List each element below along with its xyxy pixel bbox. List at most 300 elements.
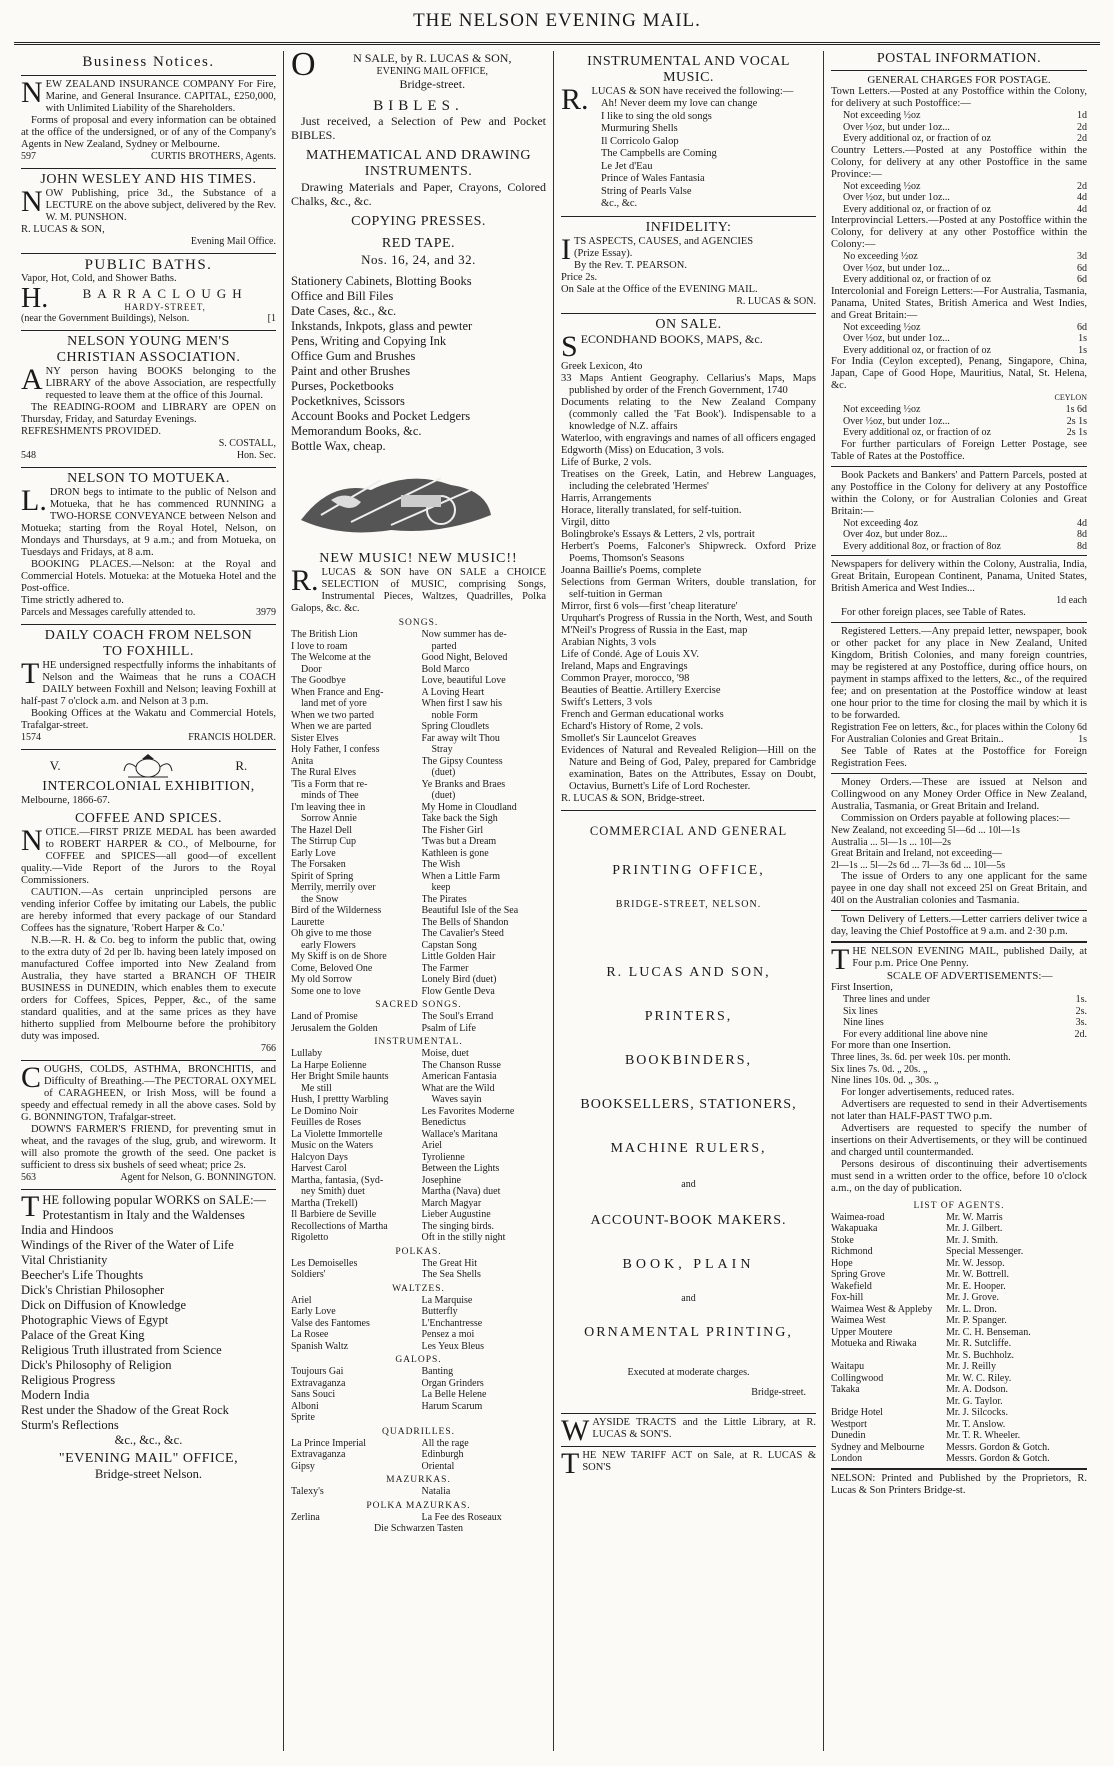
- list-item: Far away wilt Thou: [421, 732, 500, 744]
- list-item: Dick on Diffusion of Knowledge: [21, 1298, 187, 1312]
- ad-subheading: Nos. 16, 24, and 32.: [361, 252, 476, 267]
- section-heading: MAZURKAS.: [386, 1475, 451, 1485]
- column-4: [824, 51, 1094, 1751]
- list-item: La Harpe Eolienne: [291, 1059, 367, 1071]
- list-item: noble Form: [431, 709, 478, 721]
- service-line: ORNAMENTAL PRINTING,: [584, 1324, 793, 1340]
- list-item: Psalm of Life: [421, 1022, 476, 1034]
- agent-place: Hope: [831, 1257, 853, 1269]
- rate-row: [831, 333, 1087, 345]
- galops-right: [422, 1366, 547, 1424]
- postal-text: Newspapers for delivery within the Colony, Australia, India, Great Britain, European Continent, Panama, United States, British America and West Indies...: [831, 559, 1087, 594]
- rate-value: 3d: [1077, 251, 1087, 262]
- list-item: Paint and other Brushes: [291, 364, 411, 378]
- book-item: Harris, Arrangements: [561, 492, 652, 504]
- india-rates: [831, 404, 1087, 439]
- ad-number: 1574: [21, 732, 41, 743]
- rate-row: [831, 541, 1087, 553]
- rate-label: Nine lines: [843, 1017, 884, 1028]
- ad-heading: TO FOXHILL.: [103, 644, 194, 659]
- book-item: Urquhart's Progress of Russia in the North, West, and South: [561, 612, 813, 624]
- rate-row: [831, 427, 1087, 439]
- list-item: Harum Scarum: [421, 1400, 483, 1412]
- rate-row: [831, 404, 1087, 416]
- list-item: La Prince Imperial: [291, 1437, 366, 1449]
- rate-row: [831, 192, 1087, 204]
- list-item: Spirit of Spring: [291, 870, 354, 882]
- ad-text: OTICE.—FIRST PRIZE MEDAL has been awarded to ROBERT HARPER & CO., of Melbourne, for COFFEE and SPICES—all good—of excellent quality.—Vide Report of the Jurors to the Royal Commissioners.: [21, 827, 276, 886]
- book-item: M'Neil's Progress of Russia in the East, map: [561, 624, 748, 636]
- ad-text: DRON begs to intimate to the public of Nelson and Motueka, that he has commenced RUNNING a TWO-HORSE CONVEYANCE between Nelson and Motueka; starting from the Royal Hotel, Nelson, on Mondays and Thursdays, at 9 a.m.; and from Motueka, on Tuesdays and Fridays, at 8 a.m.: [21, 487, 276, 558]
- waltzes-right: [422, 1295, 547, 1353]
- list-item: Bird of the Wilderness: [291, 905, 382, 916]
- drop-cap: T: [21, 1190, 40, 1223]
- agent-row: [831, 1338, 1087, 1350]
- town-rates: [831, 110, 1087, 145]
- drop-cap: T: [21, 657, 40, 690]
- list-item: Bold Marco: [421, 663, 470, 675]
- agent-row: [831, 1407, 1087, 1419]
- list-item: Ah! Never deem my love can change: [601, 98, 758, 109]
- list-item: The Soul's Errand: [421, 1011, 494, 1022]
- agent-place: Bridge Hotel: [831, 1407, 883, 1418]
- list-item: The Goodbye: [291, 675, 346, 686]
- rate-row: [831, 133, 1087, 145]
- agent-name: Mr. W. Marris: [946, 1211, 1003, 1223]
- ad-text: N SALE, by R. LUCAS & SON,: [353, 51, 512, 65]
- postal-text: Commission on Orders payable at following places:—: [841, 813, 1070, 824]
- agent-row: [831, 1292, 1087, 1304]
- list-item: Flow Gentle Deva: [421, 985, 495, 997]
- list-item: Between the Lights: [421, 1163, 500, 1174]
- list-item: Josephine: [421, 1174, 461, 1186]
- music-instruments-illustration: [291, 460, 501, 540]
- list-item: Holy Father, I confess: [291, 744, 380, 755]
- list-item: Vital Christianity: [21, 1253, 108, 1267]
- ad-heading: "EVENING MAIL" OFFICE,: [58, 1451, 239, 1466]
- business-heading: Business Notices.: [82, 54, 215, 70]
- agent-row: [831, 1235, 1087, 1247]
- address: BRIDGE-STREET, NELSON.: [615, 898, 762, 910]
- agent-row: [831, 1246, 1087, 1258]
- rate-row: Nine lines 10s. 0d. „ 30s. „: [831, 1075, 939, 1086]
- list-item: The Wish: [421, 859, 461, 870]
- book-item: Virgil, ditto: [561, 516, 610, 528]
- list-item: Organ Grinders: [421, 1377, 484, 1389]
- list-item: Dick's Christian Philosopher: [21, 1283, 165, 1297]
- agent-row: [831, 1223, 1087, 1235]
- rate-row: Three lines, 3s. 6d. per week 10s. per month.: [831, 1052, 1011, 1063]
- service-line: BOOKSELLERS, STATIONERS,: [580, 1096, 797, 1112]
- list-item: Oh give to me those: [291, 928, 372, 939]
- quad-left: [291, 1438, 416, 1473]
- ad-heading: MUSIC.: [663, 70, 714, 85]
- drop-cap: R.: [561, 83, 589, 116]
- list-item: Religious Progress: [21, 1373, 116, 1387]
- ad-heading: COMMERCIAL AND GENERAL: [589, 823, 788, 838]
- rate-value: 6d: [1077, 262, 1087, 274]
- list-item: Lullaby: [291, 1048, 323, 1059]
- postal-text: Town Letters.—Posted at any Postoffice within the Colony, for delivery at such Postoffice:—: [831, 86, 1087, 109]
- list-item: Kathleen is gone: [421, 847, 489, 859]
- list-item: Capstan Song: [421, 939, 477, 951]
- list-item: Early Love: [291, 847, 336, 859]
- list-item: Inkstands, Inkpots, glass and pewter: [291, 319, 473, 333]
- packet-rates: [831, 518, 1087, 553]
- ad-heading: MATHEMATICAL AND DRAWING: [305, 148, 531, 163]
- ad-number: 766: [261, 1043, 276, 1054]
- agent-name: Messrs. Gordon & Gotch.: [946, 1441, 1050, 1453]
- list-item: 'Tis a Form that re-: [291, 778, 368, 790]
- list-item: Martha, fantasia, (Syd-: [291, 1174, 384, 1186]
- rate-label: Not exceeding ½oz: [843, 321, 921, 333]
- list-item: The Forsaken: [291, 859, 346, 870]
- column-3: [554, 51, 824, 1751]
- rate-row: [831, 529, 1087, 541]
- agent-row: [831, 1281, 1087, 1293]
- list-item: Ariel: [291, 1294, 312, 1306]
- list-item: keep: [431, 882, 451, 893]
- list-item: The Sea Shells: [421, 1269, 481, 1280]
- agent-name: Messrs. Gordon & Gotch.: [946, 1453, 1050, 1464]
- book-item: Arabian Nights, 3 vols: [561, 636, 657, 648]
- ad-text: On Sale at the Office of the EVENING MAIL.: [561, 283, 758, 295]
- section-heading: SACRED SONGS.: [375, 1000, 462, 1010]
- list-item: Gipsy: [291, 1460, 315, 1472]
- ad-number: [1: [267, 313, 276, 324]
- ad-heading: BIBLES.: [373, 98, 464, 114]
- section-heading: INSTRUMENTAL.: [374, 1037, 463, 1047]
- book-item: Joanna Baillie's Poems, complete: [561, 564, 702, 576]
- rate-value: 6d: [1077, 321, 1087, 333]
- ad-text: OUGHS, COLDS, ASTHMA, BRONCHITIS, and Difficulty of Breathing.—The PECTORAL OXYMEL of CARAGHEEN, or Irish Moss, will be found a speedy and effectual remedy in all the above cases. Sold by G. BONNINGTON, Trafalgar-street.: [21, 1064, 276, 1123]
- agent-name: Mr. E. Hooper.: [946, 1280, 1006, 1292]
- book-item: French and German educational works: [561, 708, 724, 720]
- agent-row: [831, 1361, 1087, 1373]
- list-item: Waves sayin: [431, 1094, 482, 1105]
- list-item: Windings of the River of the Water of Life: [21, 1238, 234, 1252]
- list-item: Oriental: [421, 1460, 455, 1472]
- agent-name: Special Messenger.: [946, 1246, 1024, 1257]
- section-heading: QUADRILLES.: [381, 1426, 455, 1437]
- imprint: NELSON: Printed and Published by the Proprietors, R. Lucas & Son Printers Bridge-st.: [831, 1472, 1087, 1496]
- postal-text: For other foreign places, see Table of Rates.: [841, 607, 1026, 618]
- polkas-left: [291, 1258, 416, 1281]
- book-item: Greek Lexicon, 4to: [561, 360, 643, 372]
- maz-right: [422, 1486, 547, 1498]
- ad-text: Executed at moderate charges.: [627, 1366, 750, 1378]
- ad-heading: INSTRUMENTS.: [364, 164, 473, 179]
- rate-value: 2d: [1077, 133, 1087, 144]
- list-item: Jerusalem the Golden: [291, 1022, 378, 1034]
- list-item: Les Yeux Bleus: [421, 1340, 485, 1352]
- ad-text: Booking Offices at the Wakatu and Commercial Hotels, Trafalgar-street.: [21, 708, 276, 731]
- ad-signature: Hon. Sec.: [236, 450, 276, 461]
- works-ad: [21, 1190, 276, 1482]
- interprov-rates: [831, 251, 1087, 286]
- rate-label: No exceeding ½oz: [843, 251, 918, 262]
- postal-text: The issue of Orders to any one applicant for the same payee in one day shall not exceed 25l on Great Britain, and 40l on the Australian colonies and Tasmania.: [831, 871, 1087, 906]
- list-item: Come, Beloved One: [291, 962, 373, 974]
- ad-heading: RED TAPE.: [381, 236, 456, 251]
- drop-cap: T: [831, 943, 850, 976]
- rate-value: 2d: [1077, 180, 1087, 192]
- rate-value: 8d: [1077, 540, 1087, 552]
- list-item: Natalia: [421, 1486, 451, 1497]
- list-item: Il Barbiere de Seville: [291, 1209, 377, 1220]
- drop-cap: C: [21, 1061, 42, 1094]
- list-item: The Campbells are Coming: [601, 148, 717, 159]
- book-item: Common Prayer, morocco, '98: [561, 672, 690, 684]
- postal-text: CEYLON: [1054, 393, 1087, 402]
- list-item: Rest under the Shadow of the Great Rock: [21, 1403, 229, 1417]
- rate-row: [831, 110, 1087, 122]
- rate-label: Not exceeding ½oz: [843, 110, 921, 121]
- ad-heading: DAILY COACH FROM NELSON: [44, 628, 253, 643]
- rate-label: Every additional oz, or fraction of oz: [843, 274, 991, 285]
- list-item: La Marquise: [421, 1294, 473, 1306]
- list-item: Door: [301, 663, 322, 675]
- list-item: Lieber Augustine: [421, 1209, 491, 1220]
- agent-row: [831, 1269, 1087, 1281]
- drop-cap: N: [21, 185, 43, 218]
- list-item: Prince of Wales Fantasia: [601, 173, 705, 184]
- ad-text: OW Publishing, price 3d., the Substance of a LECTURE on the above subject, delivered by the Rev. W. M. PUNSHON.: [45, 188, 276, 223]
- postal-text: For India (Ceylon excepted), Penang, Singapore, China, Japan, Cape of Good Hope, Mauritius, Natal, St. Helena, &c.: [831, 356, 1087, 391]
- rate-value: 1s.: [1075, 994, 1087, 1005]
- service-line: ACCOUNT-BOOK MAKERS.: [590, 1212, 787, 1228]
- list-item: Les Demoiselles: [291, 1257, 358, 1269]
- mail-ad: [831, 943, 1087, 1195]
- list-item: Wallace's Maritana: [421, 1128, 498, 1140]
- agents-list: [831, 1212, 1087, 1465]
- ad-signature: Agent for Nelson, G. BONNINGTON.: [120, 1172, 276, 1183]
- ad-number: 563: [21, 1172, 36, 1183]
- vocal-list: [561, 98, 816, 211]
- ad-text: BOOKING PLACES.—Nelson: at the Royal and Commercial Hotels. Motueka: at the Motueka Hotel and the Post-office.: [21, 559, 276, 594]
- agent-name: Mr. P. Spanger.: [946, 1315, 1007, 1326]
- agent-row: [831, 1419, 1087, 1431]
- nz-insurance-ad: [21, 76, 276, 169]
- list-item: Lonely Bird (duet): [421, 974, 497, 985]
- ad-signature: R. LUCAS & SON, Bridge-street.: [561, 792, 705, 804]
- rate-label: Not exceeding ½oz: [843, 180, 921, 192]
- rate-label: Over ½oz, but under 1oz...: [843, 415, 950, 427]
- intercol-rates: [831, 322, 1087, 357]
- ad-text: EW ZEALAND INSURANCE COMPANY For Fire, Marine, and General Insurance. CAPITAL, £250,000, with Unlimited Liability of the Shareholders.: [45, 79, 276, 114]
- rate-row: [831, 181, 1087, 193]
- agent-place: [831, 1350, 946, 1362]
- list-item: A Loving Heart: [421, 686, 485, 698]
- section-heading: First Insertion,: [831, 982, 893, 993]
- list-item: The Stirrup Cup: [291, 836, 356, 847]
- agent-row: [831, 1442, 1087, 1454]
- list-item: Feuilles de Roses: [291, 1117, 361, 1128]
- section-heading: SCALE OF ADVERTISEMENTS:—: [886, 970, 1053, 982]
- rate-label: Three lines and under: [843, 994, 930, 1005]
- list-item: the Snow: [301, 893, 339, 905]
- section-heading: For more than one Insertion.: [831, 1040, 951, 1051]
- ad-heading: ON SALE.: [655, 316, 722, 332]
- rate-value: 6d: [1077, 274, 1087, 285]
- section-heading: POLKAS.: [395, 1246, 442, 1257]
- ad-heading: PRINTING OFFICE,: [612, 862, 765, 878]
- agent-place: Stoke: [831, 1234, 854, 1246]
- agent-place: Sydney and Melbourne: [831, 1441, 925, 1453]
- ad-text: ECONDHAND BOOKS, MAPS, &c.: [580, 331, 763, 346]
- ad-text: Bridge-street Nelson.: [95, 1467, 202, 1481]
- list-item: ney Smith) duet: [301, 1186, 365, 1197]
- maz-left: [291, 1486, 416, 1498]
- list-item: Good Night, Beloved: [421, 652, 508, 663]
- ad-text: Drawing Materials and Paper, Crayons, Colored Chalks, &c., &c.: [291, 180, 546, 208]
- songs-left: [291, 629, 416, 997]
- ad-rates-multi: [831, 1052, 1087, 1087]
- ad-text: CAUTION.—As certain unprincipled persons are vending inferior Coffee by imitating our Labels, the public are hereby informed that every package of our Standard Coffees has the signature, 'Robert Harper & Co.': [21, 887, 276, 934]
- list-item: Extravaganza: [291, 1377, 346, 1389]
- list-item: The Pirates: [421, 893, 467, 905]
- rate-label: Every additional oz, or fraction of oz: [843, 427, 991, 438]
- commission-row: New Zealand, not exceeding 5l—6d ... 10l—1s: [831, 825, 1020, 836]
- agent-place: Westport: [831, 1418, 867, 1430]
- list-item: Hush, I prettty Warbling: [291, 1094, 389, 1105]
- masthead: THE NELSON EVENING MAIL.: [14, 0, 1100, 45]
- rate-value: 2s 1s: [1066, 415, 1087, 427]
- list-item: When France and Eng-: [291, 686, 384, 698]
- list-item: Martha (Trekell): [291, 1197, 358, 1209]
- instr-right: [422, 1048, 547, 1244]
- rate-value: 4d: [1077, 517, 1087, 529]
- list-item: Sturm's Reflections: [21, 1418, 119, 1432]
- list-item: Die Schwarzen Tasten: [373, 1523, 464, 1534]
- rate-row: [831, 416, 1087, 428]
- ad-text: LUCAS & SON have ON SALE a CHOICE SELECTION of MUSIC, comprising Songs, Instrumental Pieces, Waltzes, Quadrilles, Polka Galops, &c. &c.: [291, 567, 546, 614]
- book-item: Evidences of Natural and Revealed Religion—Hill on the Nature and Being of God, Paley, prepared for Cambridge examination, Bates on the Attributes, Essay on Doubt, Octavius, Burnett's Life of Lord Rochester.: [561, 744, 816, 792]
- list-item: The British Lion: [291, 629, 358, 640]
- rate-value: 4d: [1077, 192, 1087, 203]
- list-item: Modern India: [21, 1388, 90, 1402]
- royal-arms-icon: [118, 753, 178, 779]
- list-item: Beecher's Life Thoughts: [21, 1268, 144, 1282]
- list-item: What are the Wild: [421, 1082, 495, 1094]
- service-line: MACHINE RULERS,: [610, 1140, 767, 1156]
- proprietor-name: BARRACLOUGH: [82, 286, 248, 301]
- ad-heading: INTERCOLONIAL EXHIBITION,: [42, 779, 255, 794]
- rate-value: 2d: [1077, 121, 1087, 133]
- list-item: Memorandum Books, &c.: [291, 424, 422, 438]
- ad-signature: FRANCIS HOLDER.: [188, 732, 276, 743]
- rate-label: Every additional oz, or fraction of oz: [843, 203, 991, 215]
- agent-name: Mr. T. R. Wheeler.: [946, 1430, 1021, 1441]
- list-item: The Cavalier's Steed: [421, 928, 504, 939]
- list-item: Sister Elves: [291, 732, 339, 744]
- rate-label: For every additional line above nine: [843, 1028, 988, 1040]
- list-item: Banting: [421, 1366, 454, 1377]
- ad-text: &c., &c., &c.: [114, 1433, 183, 1447]
- agent-place: Waimea West: [831, 1315, 886, 1326]
- secondhand-list: [561, 361, 816, 793]
- list-item: Sans Souci: [291, 1389, 336, 1400]
- wayside-ad: [561, 1414, 816, 1447]
- drop-cap: A: [21, 363, 43, 396]
- book-item: Life of Condé. Age of Louis XV.: [561, 648, 700, 660]
- rate-row: [831, 122, 1087, 134]
- waltzes-left: [291, 1295, 416, 1353]
- ad-text: By the Rev. T. PEARSON.: [574, 259, 687, 271]
- list-item: early Flowers: [301, 939, 356, 951]
- list-item: Her Bright Smile haunts: [291, 1071, 389, 1082]
- ad-signature: S. COSTALL,: [218, 438, 276, 449]
- ad-signature: R. LUCAS & SON.: [736, 295, 816, 307]
- agent-name: Mr. T. Anslow.: [946, 1418, 1006, 1430]
- address: HARDY-STREET,: [124, 302, 206, 312]
- drop-cap: N: [21, 824, 43, 857]
- list-item: All the rage: [421, 1437, 469, 1449]
- agent-place: Waimea-road: [831, 1211, 885, 1223]
- commission-row: Australia ... 5l—1s ... 10l—2s: [831, 836, 951, 848]
- rate-label: Not exceeding ½oz: [843, 404, 921, 415]
- list-item: The Chanson Russe: [421, 1059, 501, 1071]
- list-item: Murmuring Shells: [601, 123, 678, 134]
- book-item: Documents relating to the New Zealand Company (commonly called the 'Fat Book'). Indispensable to a knowledge of N.Z. affairs: [561, 396, 816, 432]
- rate-label: Not exceeding 4oz: [843, 517, 918, 529]
- agent-name: Mr. J. Grove.: [946, 1292, 1000, 1303]
- list-item: American Fantasia: [421, 1071, 497, 1082]
- rate-value: 8d: [1077, 529, 1087, 540]
- ad-text: Price 2s.: [561, 271, 598, 283]
- section-heading: POLKA MAZURKAS.: [366, 1500, 471, 1511]
- rate-value: 2s 1s: [1066, 427, 1087, 438]
- drop-cap: N: [21, 76, 43, 109]
- address: Bridge-street.: [751, 1386, 806, 1398]
- agent-name: Mr. R. Sutcliffe.: [946, 1338, 1012, 1349]
- list-item: The singing birds.: [421, 1220, 494, 1232]
- ad-heading: NEW MUSIC! NEW MUSIC!!: [319, 551, 518, 566]
- agent-row: [831, 1304, 1087, 1316]
- ad-text: Persons desirous of discontinuing their advertisements must send in a written order to the office, before 10 o'clock a.m., on the day of publication.: [831, 1158, 1087, 1194]
- ad-heading: NELSON YOUNG MEN'S: [67, 334, 230, 349]
- infidelity-ad: [561, 217, 816, 314]
- rate-label: Over ½oz, but under 1oz...: [843, 192, 950, 203]
- column-2: [284, 51, 554, 1751]
- vr-left: V.: [49, 758, 61, 773]
- rate-label: Six lines: [843, 1005, 878, 1017]
- agent-place: Wakapuaka: [831, 1223, 878, 1234]
- postal-text: Registered Letters.—Any prepaid letter, newspaper, book or other packet for any place in New Zealand, United Kingdom, British Colonies, and many foreign countries, may be registered at any Postoffice, during office hours, on payment in stamps affixed to the letters, &c., of the required fee; and on presentation at the Postoffice window at least one hour prior to the time for closing the mail by which it is to be forwarded.: [831, 626, 1087, 721]
- ad-number: 597: [21, 151, 36, 162]
- ad-subheading: Melbourne, 1866-67.: [21, 795, 110, 806]
- book-item: Herbert's Poems, Falconer's Shipwreck. Oxford Prize Poems, Thomson's Seasons: [561, 540, 816, 564]
- postal-rate: 1d each: [1056, 595, 1087, 606]
- section-heading: LIST OF AGENTS.: [913, 1200, 1005, 1211]
- postal-text: See Table of Rates at the Postoffice for Foreign Registration Fees.: [831, 746, 1087, 769]
- list-item: Soldiers': [291, 1269, 326, 1280]
- list-item: Bottle Wax, cheap.: [291, 439, 386, 453]
- section-heading: WALTZES.: [392, 1283, 445, 1294]
- onsale-ad: [291, 51, 546, 92]
- agent-place: Collingwood: [831, 1372, 884, 1384]
- list-item: I love to roam: [291, 640, 348, 652]
- works-list: [21, 1208, 276, 1433]
- list-item: parted: [431, 640, 457, 652]
- ad-signature: CURTIS BROTHERS, Agents.: [151, 151, 276, 162]
- country-rates: [831, 181, 1087, 216]
- ad-text: LUCAS & SON have received the following:—: [591, 86, 794, 97]
- service-line: BOOK, PLAIN: [622, 1256, 755, 1272]
- agent-row: [831, 1430, 1087, 1442]
- ad-text: HE following popular WORKS on SALE:—: [42, 1193, 267, 1207]
- drop-cap: L.: [21, 484, 47, 517]
